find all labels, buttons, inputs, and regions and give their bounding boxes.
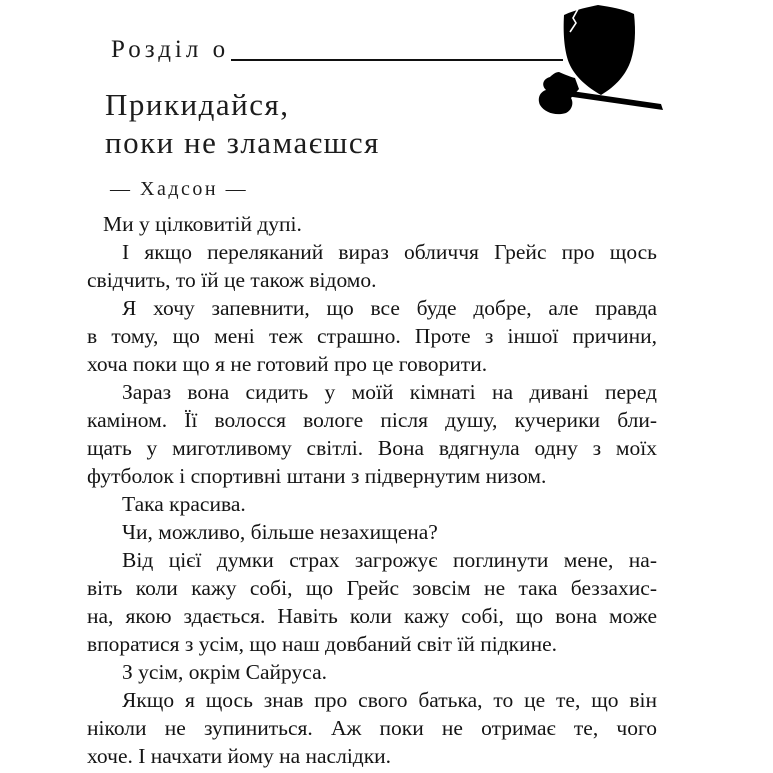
text-line: хоча поки що я не готовий про це говорити. <box>87 352 488 376</box>
text-line: свідчить, то їй це також відомо. <box>87 268 377 292</box>
text-line: впоратися з усім, що наш довбаний світ їй підкине. <box>87 632 558 656</box>
text-line: Ми у цілковитій дупі. <box>103 212 302 236</box>
text-line: ніколи не зупиниться. Аж поки не отримає те, чого <box>87 716 657 740</box>
text-line: футболок і спортивні штани з підвернутим низом. <box>87 464 547 488</box>
text-line: Якщо я щось знав про свого батька, то це те, що він <box>122 688 657 712</box>
paragraph <box>87 378 657 490</box>
body-text <box>87 210 657 770</box>
chapter-label: Розділ о <box>111 36 230 63</box>
text-line: І якщо переляканий вираз обличчя Грейс про щось <box>122 240 657 264</box>
text-line: З усім, окрім Сайруса. <box>122 660 327 684</box>
text-line: віть коли кажу собі, що Грейс зовсім не така беззахис- <box>87 576 657 600</box>
chapter-title-line-1: Прикидайся, <box>105 87 290 122</box>
pov-character-name: — Хадсон — <box>110 178 249 200</box>
chapter-rule-line <box>231 59 563 61</box>
text-line: щать у миготливому світлі. Вона вдягнула одну з моїх <box>87 436 657 460</box>
chapter-title-line-2: поки не зламаєшся <box>105 125 380 160</box>
chapter-title <box>105 86 380 162</box>
text-line: хоче. І начхати йому на наслідки. <box>87 744 392 768</box>
text-line: Така красива. <box>122 492 246 516</box>
paragraph <box>87 294 657 378</box>
paragraph <box>87 490 657 518</box>
paragraph <box>87 210 657 238</box>
text-line: на, якою здається. Навіть коли кажу собі, що вона може <box>87 604 657 628</box>
text-line: в тому, що мені теж страшно. Проте з іншої причини, <box>87 324 657 348</box>
shield-axe-icon <box>537 2 663 116</box>
paragraph <box>87 518 657 546</box>
text-line: каміном. Її волосся вологе після душу, кучерики бли- <box>87 408 657 432</box>
paragraph <box>87 658 657 686</box>
text-line: Я хочу запевнити, що все буде добре, але правда <box>122 296 657 320</box>
paragraph <box>87 546 657 658</box>
paragraph <box>87 238 657 294</box>
paragraph <box>87 686 657 770</box>
text-line: Від цієї думки страх загрожує поглинути мене, на- <box>122 548 657 572</box>
text-line: Чи, можливо, більше незахищена? <box>122 520 438 544</box>
text-line: Зараз вона сидить у моїй кімнаті на дивані перед <box>122 380 657 404</box>
